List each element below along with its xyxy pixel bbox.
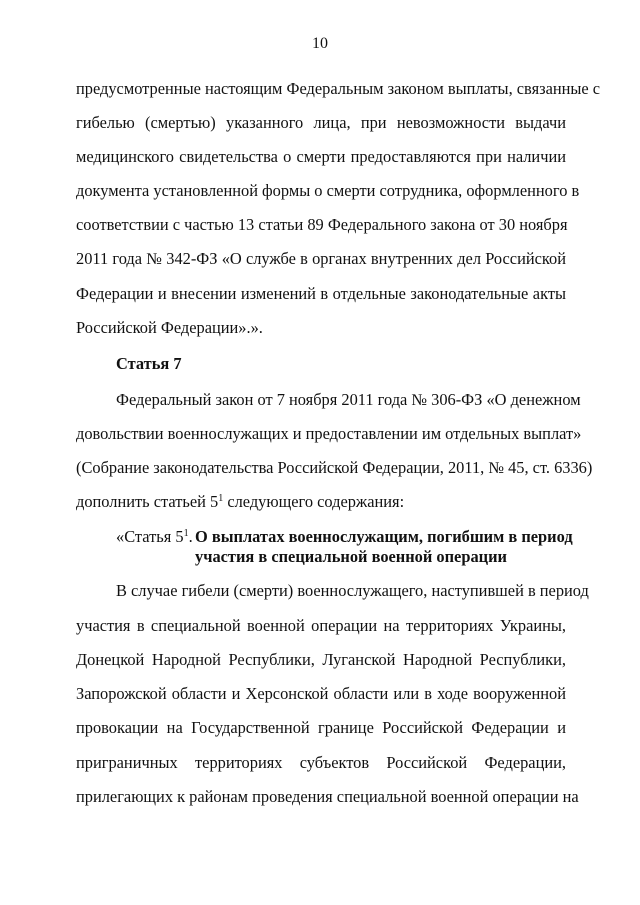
text-line: провокации на Государственной границе Российской Федерации и — [76, 718, 566, 737]
text-line: предусмотренные настоящим Федеральным законом выплаты, связанные с — [76, 79, 601, 98]
heading-title-line-1: О выплатах военнослужащим, погибшим в период — [195, 527, 573, 546]
text-line: (Собрание законодательства Российской Федерации, 2011, № 45, ст. 6336) — [76, 458, 593, 477]
text-line: соответствии с частью 13 статьи 89 Федерального закона от 30 ноября — [76, 215, 568, 234]
text-line: 2011 года № 342-ФЗ «О службе в органах внутренних дел Российской — [76, 249, 566, 268]
text-line: медицинского свидетельства о смерти предоставляются при наличии — [76, 147, 566, 166]
text-line: Российской Федерации».». — [76, 318, 263, 337]
heading-line-1 — [116, 527, 573, 547]
text-line: гибелью (смертью) указанного лица, при невозможности выдачи — [76, 113, 566, 132]
text-line: приграничных территориях субъектов Российской Федерации, — [76, 753, 566, 772]
text-line: довольствии военнослужащих и предоставлении им отдельных выплат» — [76, 424, 582, 443]
superscript: 1 — [218, 493, 224, 504]
article-heading: Статья 7 — [116, 354, 182, 373]
text-line: документа установленной формы о смерти сотрудника, оформленного в — [76, 181, 580, 200]
text-line — [76, 491, 566, 513]
text-segment: следующего содержания: — [223, 492, 405, 511]
new-article-heading — [116, 527, 573, 567]
text-line: Федеральный закон от 7 ноября 2011 года № 306-ФЗ «О денежном — [116, 390, 581, 409]
text-line: прилегающих к районам проведения специальной военной операции на — [76, 787, 579, 806]
text-line: участия в специальной военной операции на территориях Украины, — [76, 616, 566, 635]
heading-prefix: «Статья $5^1$. — [116, 527, 193, 546]
text-line: В случае гибели (смерти) военнослужащего, наступившей в период — [116, 581, 589, 600]
text-segment: дополнить статьей 5 — [76, 492, 219, 511]
page-number: 10 — [312, 35, 328, 52]
text-line: Донецкой Народной Республики, Луганской Народной Республики, — [76, 650, 566, 669]
heading-title-line-2: участия в специальной военной операции — [195, 547, 507, 566]
text-line: Запорожской области и Херсонской области или в ходе вооруженной — [76, 684, 566, 703]
text-line: Федерации и внесении изменений в отдельные законодательные акты — [76, 284, 566, 303]
